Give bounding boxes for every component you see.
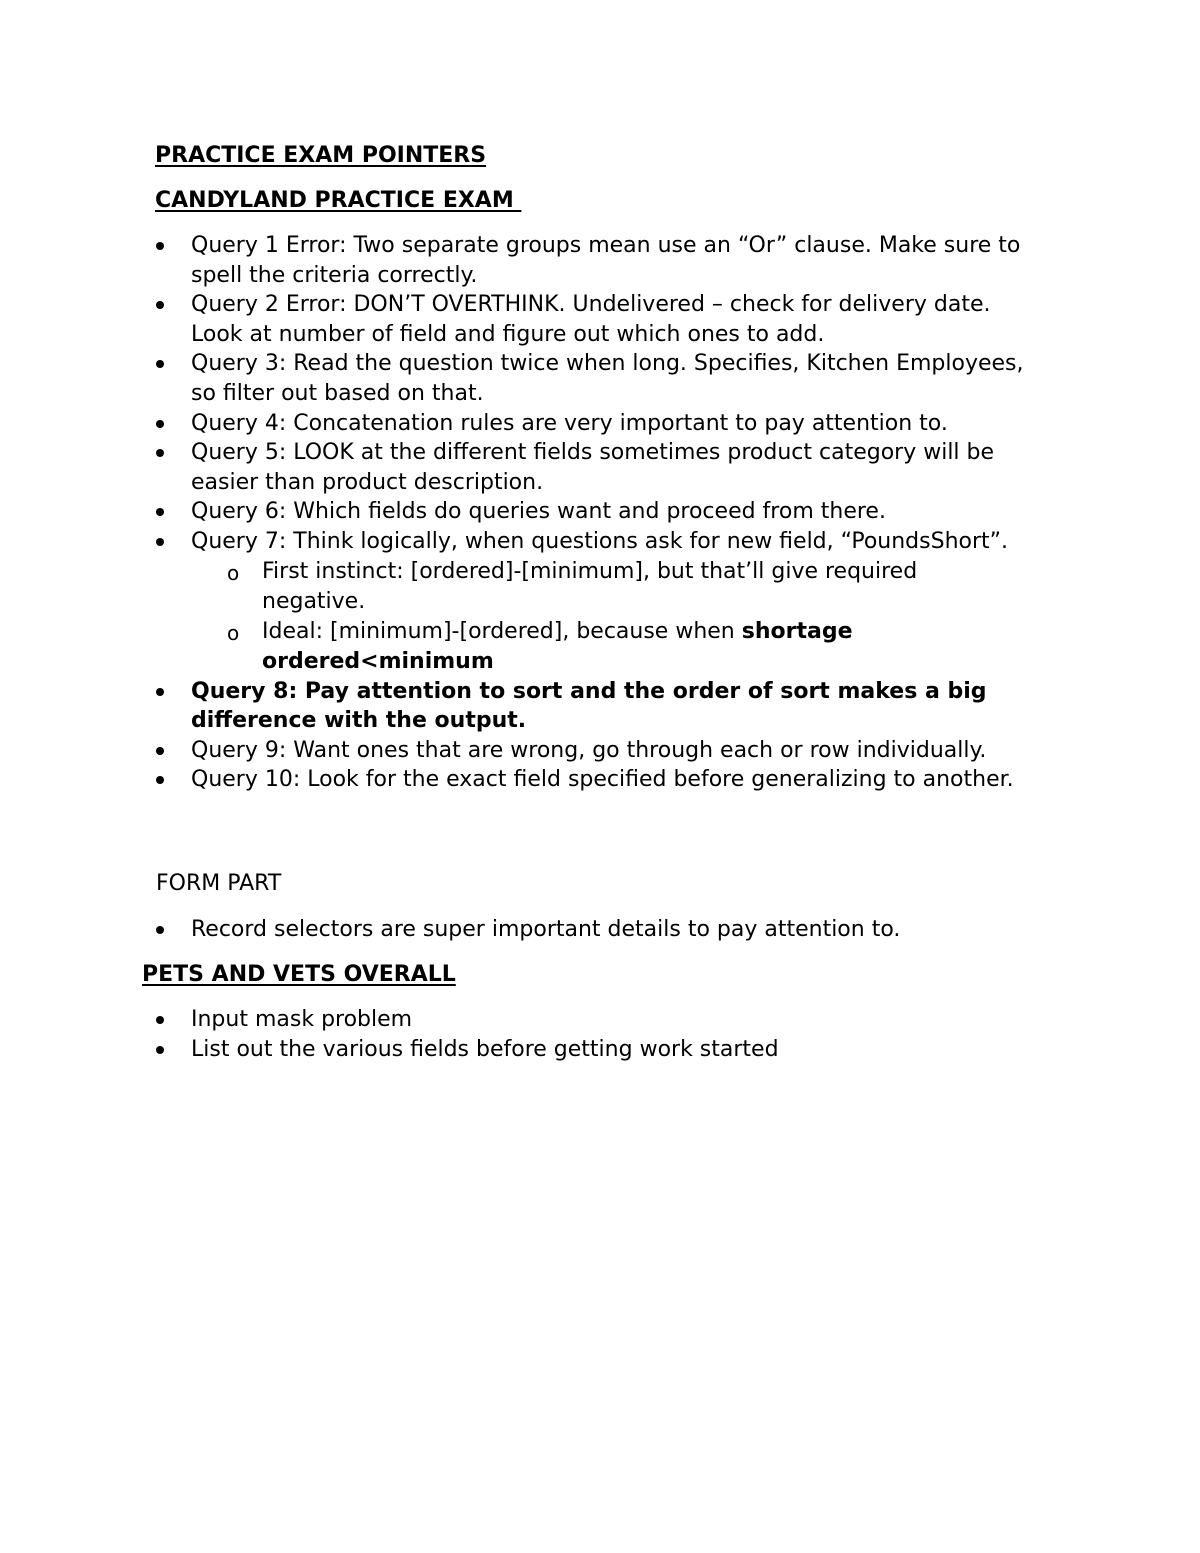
input-mask-text: Input mask problem (191, 1007, 413, 1032)
list-item (156, 497, 1036, 527)
bullet-icon (156, 1046, 164, 1054)
list-item (156, 290, 1036, 349)
query-1-text: Query 1 Error: Two separate groups mean use an “Or” clause. Make sure to spell the criteria correctly. (191, 233, 1021, 288)
query-6-text: Query 6: Which fields do queries want and proceed from there. (191, 499, 886, 525)
query-9-text: Query 9: Want ones that are wrong, go through each or row individually. (191, 737, 987, 763)
list-item (156, 677, 1036, 736)
list-item (156, 527, 1036, 677)
bullet-icon (156, 242, 164, 250)
record-selectors-text: Record selectors are super important details to pay attention to. (191, 917, 901, 942)
list-item (156, 349, 1036, 408)
query-2-text: Query 2 Error: DON’T OVERTHINK. Undelivered – check for delivery date. Look at number of field and figure out which ones to add. (191, 292, 991, 347)
query-5-text: Query 5: LOOK at the different fields sometimes product category will be easier than product description. (191, 440, 995, 495)
bullet-icon (156, 301, 164, 309)
query-4-text: Query 4: Concatenation rules are very important to pay attention to. (191, 410, 948, 436)
bullet-icon (156, 747, 164, 755)
bullet-icon (156, 688, 164, 696)
ideal-bold-text: shortage ordered<minimum (262, 618, 853, 674)
bullet-icon (156, 926, 164, 934)
ideal-text: Ideal: [minimum]-[ordered], because when (262, 618, 742, 644)
query-3-text: Query 3: Read the question twice when long. Specifies, Kitchen Employees, so filter out based on that. (191, 351, 1024, 406)
circle-bullet-icon: o (227, 560, 240, 585)
sub-list-item (227, 617, 932, 677)
query-7-text: Query 7: Think logically, when questions ask for new field, “PoundsShort”. (191, 528, 1009, 554)
query-10-text: Query 10: Look for the exact field specified before generalizing to another. (191, 767, 1014, 793)
bullet-icon (156, 1016, 164, 1024)
query-8-text: Query 8: Pay attention to sort and the order of sort makes a big difference with the output. (191, 678, 987, 734)
bullet-icon (156, 508, 164, 516)
bullet-icon (156, 420, 164, 428)
list-item (156, 438, 1036, 497)
circle-bullet-icon: o (227, 620, 240, 645)
list-item (156, 1035, 1036, 1065)
bullet-icon (156, 449, 164, 457)
first-instinct-text: First instinct: [ordered]-[minimum], but that’ll give required negative. (262, 558, 918, 614)
bullet-icon (156, 360, 164, 368)
pets-and-vets-heading: PETS AND VETS OVERALL (142, 962, 456, 987)
list-item (156, 765, 1036, 795)
list-item (156, 736, 1036, 766)
list-item (156, 409, 1036, 439)
sub-list-item (227, 557, 932, 617)
query-7-sublist (227, 557, 932, 677)
page-title: PRACTICE EXAM POINTERS (155, 143, 487, 168)
list-item (156, 915, 1036, 945)
form-part-heading: FORM PART (156, 871, 282, 896)
candyland-heading: CANDYLAND PRACTICE EXAM (155, 188, 522, 213)
candyland-list (156, 231, 1036, 795)
form-part-list (156, 915, 1036, 945)
list-item (156, 231, 1036, 290)
bullet-icon (156, 776, 164, 784)
list-item (156, 1005, 1036, 1035)
bullet-icon (156, 538, 164, 546)
list-fields-text: List out the various fields before getting work started (191, 1036, 779, 1062)
pets-and-vets-list (156, 1005, 1036, 1064)
